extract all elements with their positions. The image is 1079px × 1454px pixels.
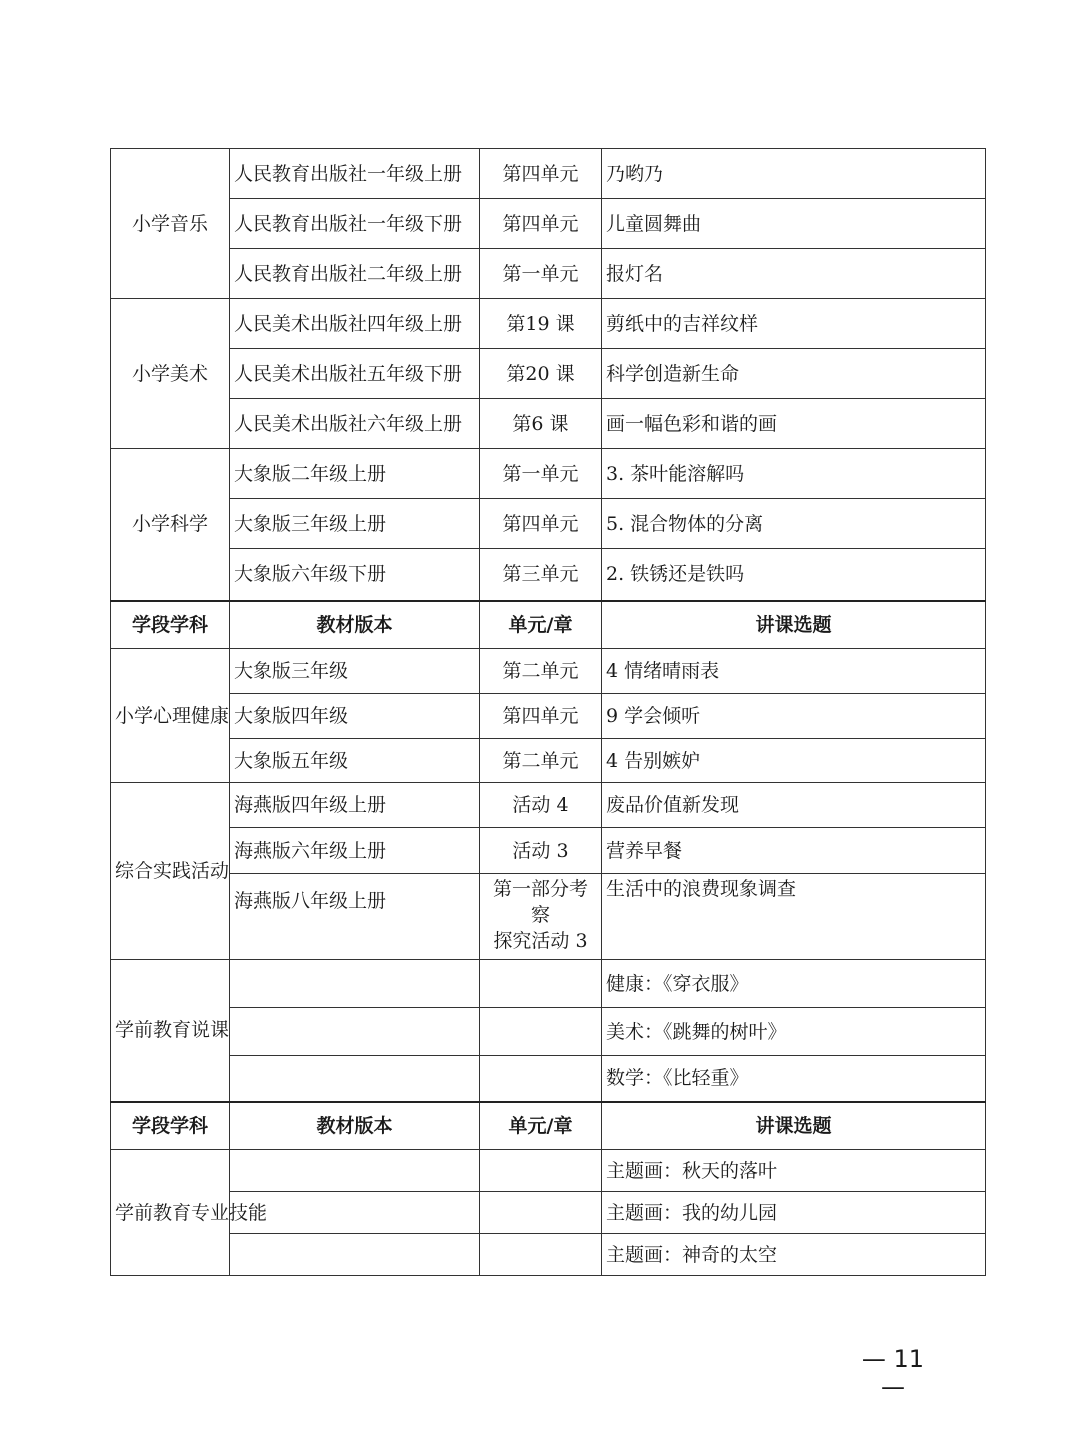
subject-cell: 学前教育说课 — [111, 960, 230, 1102]
header-unit: 单元/章 — [480, 1102, 602, 1150]
table-row — [111, 828, 986, 874]
topic-cell: 4 情绪晴雨表 — [602, 649, 986, 694]
topic-cell: 废品价值新发现 — [602, 783, 986, 828]
unit-cell: 第6 课 — [480, 399, 602, 449]
page-number: — 11 — — [861, 1345, 925, 1401]
table-row — [111, 1056, 986, 1102]
header-subject: 学段学科 — [111, 1102, 230, 1150]
table-row — [111, 349, 986, 399]
textbook-cell: 人民美术出版社四年级上册 — [230, 299, 480, 349]
topic-cell: 主题画：神奇的太空 — [602, 1234, 986, 1276]
subject-cell: 综合实践活动 — [111, 783, 230, 960]
unit-cell — [480, 1056, 602, 1102]
header-unit: 单元/章 — [480, 601, 602, 649]
unit-cell: 第19 课 — [480, 299, 602, 349]
textbook-cell: 大象版五年级 — [230, 739, 480, 783]
topic-cell: 乃哟乃 — [602, 149, 986, 199]
topic-cell: 科学创造新生命 — [602, 349, 986, 399]
textbook-cell: 大象版二年级上册 — [230, 449, 480, 499]
unit-cell — [480, 1234, 602, 1276]
unit-cell: 第四单元 — [480, 149, 602, 199]
header-textbook: 教材版本 — [230, 1102, 480, 1150]
unit-cell: 活动 4 — [480, 783, 602, 828]
topic-cell: 5. 混合物体的分离 — [602, 499, 986, 549]
table-row — [111, 399, 986, 449]
textbook-cell: 人民教育出版社一年级下册 — [230, 199, 480, 249]
header-topic: 讲课选题 — [602, 1102, 986, 1150]
table-row — [111, 783, 986, 828]
unit-cell: 第二单元 — [480, 739, 602, 783]
textbook-cell: 大象版三年级上册 — [230, 499, 480, 549]
topic-cell: 健康：《穿衣服》 — [602, 960, 986, 1008]
unit-cell — [480, 960, 602, 1008]
topic-cell: 报灯名 — [602, 249, 986, 299]
table-row — [111, 960, 986, 1008]
textbook-cell — [230, 1150, 480, 1192]
table-row — [111, 739, 986, 783]
subject-cell: 小学心理健康 — [111, 649, 230, 783]
header-textbook: 教材版本 — [230, 601, 480, 649]
topic-cell: 主题画：我的幼儿园 — [602, 1192, 986, 1234]
textbook-cell: 人民教育出版社一年级上册 — [230, 149, 480, 199]
topic-cell: 画一幅色彩和谐的画 — [602, 399, 986, 449]
topic-cell: 数学：《比轻重》 — [602, 1056, 986, 1102]
textbook-cell: 人民教育出版社二年级上册 — [230, 249, 480, 299]
table-header-row — [111, 1102, 986, 1150]
unit-cell — [480, 1008, 602, 1056]
textbook-cell — [230, 1056, 480, 1102]
table-row — [111, 199, 986, 249]
table-row — [111, 449, 986, 499]
unit-cell: 第三单元 — [480, 549, 602, 601]
textbook-cell: 大象版四年级 — [230, 694, 480, 739]
textbook-cell — [230, 1234, 480, 1276]
table-header-row — [111, 601, 986, 649]
topic-cell: 营养早餐 — [602, 828, 986, 874]
unit-cell: 第四单元 — [480, 694, 602, 739]
unit-cell: 第二单元 — [480, 649, 602, 694]
header-topic: 讲课选题 — [602, 601, 986, 649]
unit-cell — [480, 874, 602, 960]
unit-cell-text: 第一部分考察 探究活动 3 — [492, 878, 588, 952]
subject-cell: 小学美术 — [111, 299, 230, 449]
table-row — [111, 1008, 986, 1056]
unit-cell — [480, 1192, 602, 1234]
textbook-cell: 人民美术出版社六年级上册 — [230, 399, 480, 449]
header-subject: 学段学科 — [111, 601, 230, 649]
textbook-cell: 海燕版八年级上册 — [230, 874, 480, 960]
table-row — [111, 149, 986, 199]
unit-cell — [480, 1150, 602, 1192]
textbook-cell — [230, 960, 480, 1008]
subject-cell: 小学音乐 — [111, 149, 230, 299]
table-row — [111, 1234, 986, 1276]
textbook-cell: 海燕版六年级上册 — [230, 828, 480, 874]
subject-cell: 学前教育专业技能 — [111, 1150, 230, 1276]
course-topic-table — [110, 148, 986, 1276]
textbook-cell: 人民美术出版社五年级下册 — [230, 349, 480, 399]
unit-cell: 活动 3 — [480, 828, 602, 874]
table-row — [111, 874, 986, 960]
table-row — [111, 694, 986, 739]
textbook-cell: 大象版六年级下册 — [230, 549, 480, 601]
topic-cell: 3. 茶叶能溶解吗 — [602, 449, 986, 499]
topic-cell: 儿童圆舞曲 — [602, 199, 986, 249]
topic-cell: 2. 铁锈还是铁吗 — [602, 549, 986, 601]
topic-cell: 生活中的浪费现象调查 — [602, 874, 986, 960]
table-row — [111, 249, 986, 299]
table-row — [111, 299, 986, 349]
topic-cell: 主题画：秋天的落叶 — [602, 1150, 986, 1192]
table-row — [111, 649, 986, 694]
topic-cell: 9 学会倾听 — [602, 694, 986, 739]
table-row — [111, 499, 986, 549]
unit-cell: 第一单元 — [480, 249, 602, 299]
table-row — [111, 1150, 986, 1192]
subject-cell: 小学科学 — [111, 449, 230, 601]
topic-cell: 4 告别嫉妒 — [602, 739, 986, 783]
textbook-cell — [230, 1008, 480, 1056]
topic-cell: 剪纸中的吉祥纹样 — [602, 299, 986, 349]
textbook-cell: 大象版三年级 — [230, 649, 480, 694]
unit-cell: 第一单元 — [480, 449, 602, 499]
unit-cell: 第四单元 — [480, 199, 602, 249]
unit-cell: 第20 课 — [480, 349, 602, 399]
topic-cell: 美术：《跳舞的树叶》 — [602, 1008, 986, 1056]
textbook-cell — [230, 1192, 480, 1234]
unit-cell: 第四单元 — [480, 499, 602, 549]
textbook-cell: 海燕版四年级上册 — [230, 783, 480, 828]
table-row — [111, 549, 986, 601]
